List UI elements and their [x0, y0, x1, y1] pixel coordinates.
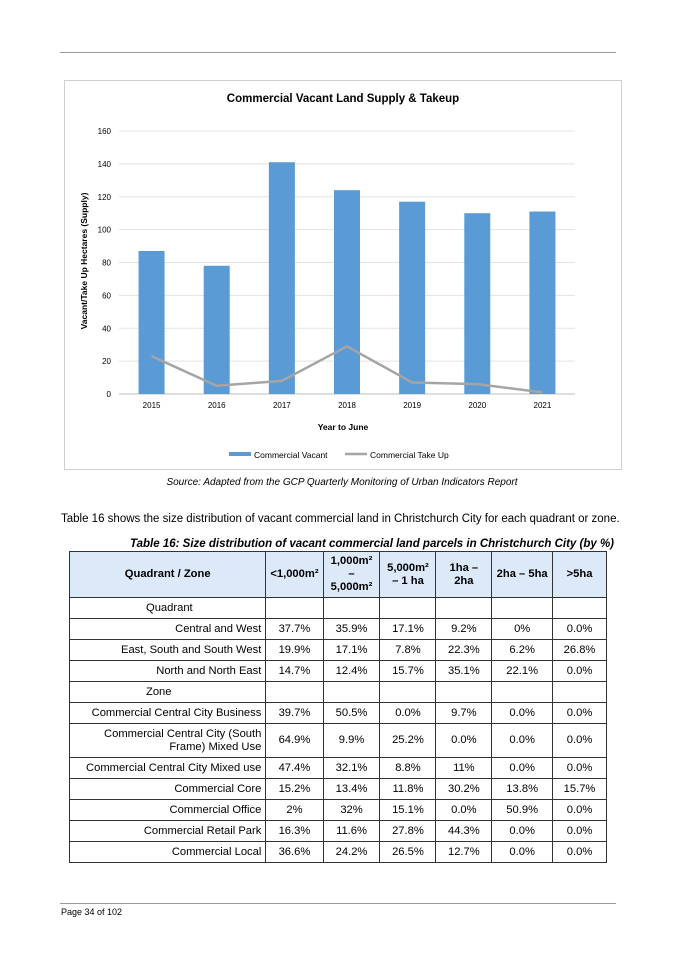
- bar-2015: [139, 251, 165, 394]
- value-cell: 22.1%: [492, 661, 553, 682]
- table-row: [70, 703, 607, 724]
- supply-takeup-chart: [65, 81, 621, 469]
- header-5000m2-1ha: 5,000m² – 1 ha: [380, 552, 436, 598]
- value-cell: 27.8%: [380, 821, 436, 842]
- y-tick-labels: [98, 127, 112, 399]
- empty-cell: [553, 682, 607, 703]
- y-tick-label: 120: [97, 192, 111, 202]
- y-tick-label: 100: [97, 225, 111, 235]
- value-cell: 24.2%: [323, 842, 380, 863]
- value-cell: 13.4%: [323, 779, 380, 800]
- value-cell: 0%: [492, 619, 553, 640]
- x-tick-label: 2019: [403, 401, 422, 410]
- header-1000-5000m2: 1,000m² – 5,000m²: [323, 552, 380, 598]
- value-cell: 25.2%: [380, 724, 436, 758]
- legend: [229, 450, 449, 460]
- y-tick-label: 40: [102, 324, 111, 334]
- row-label: Commercial Local: [70, 842, 266, 863]
- x-tick-label: 2017: [272, 401, 291, 410]
- y-tick-label: 20: [102, 357, 111, 367]
- row-label: East, South and South West: [70, 640, 266, 661]
- value-cell: 32%: [323, 800, 380, 821]
- section-label: Zone: [70, 682, 266, 703]
- value-cell: 26.5%: [380, 842, 436, 863]
- bar-2016: [204, 266, 230, 394]
- value-cell: 19.9%: [266, 640, 323, 661]
- value-cell: 37.7%: [266, 619, 323, 640]
- bar-2021: [529, 212, 555, 394]
- value-cell: 0.0%: [553, 800, 607, 821]
- value-cell: 6.2%: [492, 640, 553, 661]
- value-cell: 22.3%: [436, 640, 492, 661]
- header-2ha-5ha: 2ha – 5ha: [492, 552, 553, 598]
- y-tick-label: 140: [97, 159, 111, 169]
- empty-cell: [436, 682, 492, 703]
- value-cell: 39.7%: [266, 703, 323, 724]
- header-1ha-2ha: 1ha – 2ha: [436, 552, 492, 598]
- value-cell: 17.1%: [323, 640, 380, 661]
- value-cell: 0.0%: [553, 619, 607, 640]
- table-row: [70, 640, 607, 661]
- value-cell: 0.0%: [553, 703, 607, 724]
- value-cell: 0.0%: [553, 724, 607, 758]
- bar-2020: [464, 213, 490, 394]
- empty-cell: [380, 598, 436, 619]
- bar-2017: [269, 162, 295, 394]
- value-cell: 2%: [266, 800, 323, 821]
- chart-source-note: Source: Adapted from the GCP Quarterly Monitoring of Urban Indicators Report: [166, 477, 518, 488]
- table-row: [70, 724, 607, 758]
- table-row: [70, 800, 607, 821]
- empty-cell: [492, 682, 553, 703]
- table-row: [70, 842, 607, 863]
- section-row-quadrant: [70, 598, 607, 619]
- value-cell: 9.2%: [436, 619, 492, 640]
- row-label: Central and West: [70, 619, 266, 640]
- legend-swatch-vacant: [229, 452, 251, 456]
- y-tick-label: 80: [102, 258, 111, 268]
- value-cell: 0.0%: [492, 842, 553, 863]
- value-cell: 0.0%: [553, 821, 607, 842]
- value-cell: 50.9%: [492, 800, 553, 821]
- value-cell: 17.1%: [380, 619, 436, 640]
- value-cell: 0.0%: [553, 758, 607, 779]
- chart-title: Commercial Vacant Land Supply & Takeup: [226, 93, 460, 105]
- row-label: Commercial Central City Business: [70, 703, 266, 724]
- table-header-row: [70, 552, 607, 598]
- value-cell: 11%: [436, 758, 492, 779]
- x-tick-label: 2021: [533, 401, 552, 410]
- y-tick-label: 60: [102, 291, 111, 301]
- value-cell: 47.4%: [266, 758, 323, 779]
- table-row: [70, 661, 607, 682]
- value-cell: 9.9%: [323, 724, 380, 758]
- empty-cell: [323, 598, 380, 619]
- value-cell: 16.3%: [266, 821, 323, 842]
- value-cell: 15.2%: [266, 779, 323, 800]
- header-zone: Quadrant / Zone: [70, 552, 266, 598]
- bar-2019: [399, 202, 425, 394]
- value-cell: 0.0%: [380, 703, 436, 724]
- value-cell: 0.0%: [492, 724, 553, 758]
- empty-cell: [266, 682, 323, 703]
- section-row-zone: [70, 682, 607, 703]
- x-tick-label: 2015: [142, 401, 161, 410]
- value-cell: 14.7%: [266, 661, 323, 682]
- value-cell: 0.0%: [553, 661, 607, 682]
- row-label: Commercial Central City (South Frame) Mixed Use: [70, 724, 266, 758]
- header-rule: [60, 52, 616, 53]
- value-cell: 11.8%: [380, 779, 436, 800]
- header-gt-5ha: >5ha: [553, 552, 607, 598]
- legend-label-vacant: Commercial Vacant: [254, 450, 328, 460]
- x-tick-label: 2018: [338, 401, 356, 410]
- intro-paragraph: Table 16 shows the size distribution of vacant commercial land in Christchurch City for each quadrant or zone.: [61, 513, 620, 525]
- value-cell: 15.7%: [553, 779, 607, 800]
- value-cell: 36.6%: [266, 842, 323, 863]
- x-tick-label: 2020: [468, 401, 487, 410]
- empty-cell: [380, 682, 436, 703]
- value-cell: 0.0%: [553, 842, 607, 863]
- y-tick-label: 160: [97, 127, 111, 136]
- empty-cell: [436, 598, 492, 619]
- empty-cell: [492, 598, 553, 619]
- value-cell: 12.4%: [323, 661, 380, 682]
- size-distribution-table: [69, 551, 607, 863]
- legend-label-takeup: Commercial Take Up: [370, 450, 449, 460]
- table-row: [70, 821, 607, 842]
- value-cell: 32.1%: [323, 758, 380, 779]
- x-axis-label: Year to June: [317, 422, 369, 432]
- value-cell: 8.8%: [380, 758, 436, 779]
- value-cell: 50.5%: [323, 703, 380, 724]
- value-cell: 0.0%: [436, 800, 492, 821]
- row-label: Commercial Retail Park: [70, 821, 266, 842]
- value-cell: 0.0%: [436, 724, 492, 758]
- row-label: Commercial Central City Mixed use: [70, 758, 266, 779]
- header-lt-1000m2: <1,000m²: [266, 552, 323, 598]
- row-label: Commercial Office: [70, 800, 266, 821]
- value-cell: 30.2%: [436, 779, 492, 800]
- page-number: Page 34 of 102: [61, 907, 123, 917]
- row-label: North and North East: [70, 661, 266, 682]
- table-caption: Table 16: Size distribution of vacant commercial land parcels in Christchurch City (by %): [130, 538, 614, 550]
- table-row: [70, 619, 607, 640]
- x-tick-labels: [143, 401, 552, 410]
- value-cell: 26.8%: [553, 640, 607, 661]
- value-cell: 11.6%: [323, 821, 380, 842]
- bar-2018: [334, 190, 360, 394]
- y-tick-label: 0: [106, 390, 111, 399]
- empty-cell: [553, 598, 607, 619]
- value-cell: 64.9%: [266, 724, 323, 758]
- x-tick-label: 2016: [207, 401, 226, 410]
- value-cell: 44.3%: [436, 821, 492, 842]
- value-cell: 7.8%: [380, 640, 436, 661]
- footer-rule: [60, 903, 616, 904]
- y-axis-label: Vacant/Take Up Hectares (Supply): [79, 192, 89, 330]
- value-cell: 35.9%: [323, 619, 380, 640]
- empty-cell: [323, 682, 380, 703]
- table-row: [70, 758, 607, 779]
- value-cell: 0.0%: [492, 821, 553, 842]
- chart-container: [64, 80, 622, 470]
- value-cell: 9.7%: [436, 703, 492, 724]
- value-cell: 0.0%: [492, 758, 553, 779]
- empty-cell: [266, 598, 323, 619]
- value-cell: 15.7%: [380, 661, 436, 682]
- row-label: Commercial Core: [70, 779, 266, 800]
- section-label: Quadrant: [70, 598, 266, 619]
- value-cell: 13.8%: [492, 779, 553, 800]
- value-cell: 15.1%: [380, 800, 436, 821]
- value-cell: 12.7%: [436, 842, 492, 863]
- value-cell: 0.0%: [492, 703, 553, 724]
- value-cell: 35.1%: [436, 661, 492, 682]
- table-row: [70, 779, 607, 800]
